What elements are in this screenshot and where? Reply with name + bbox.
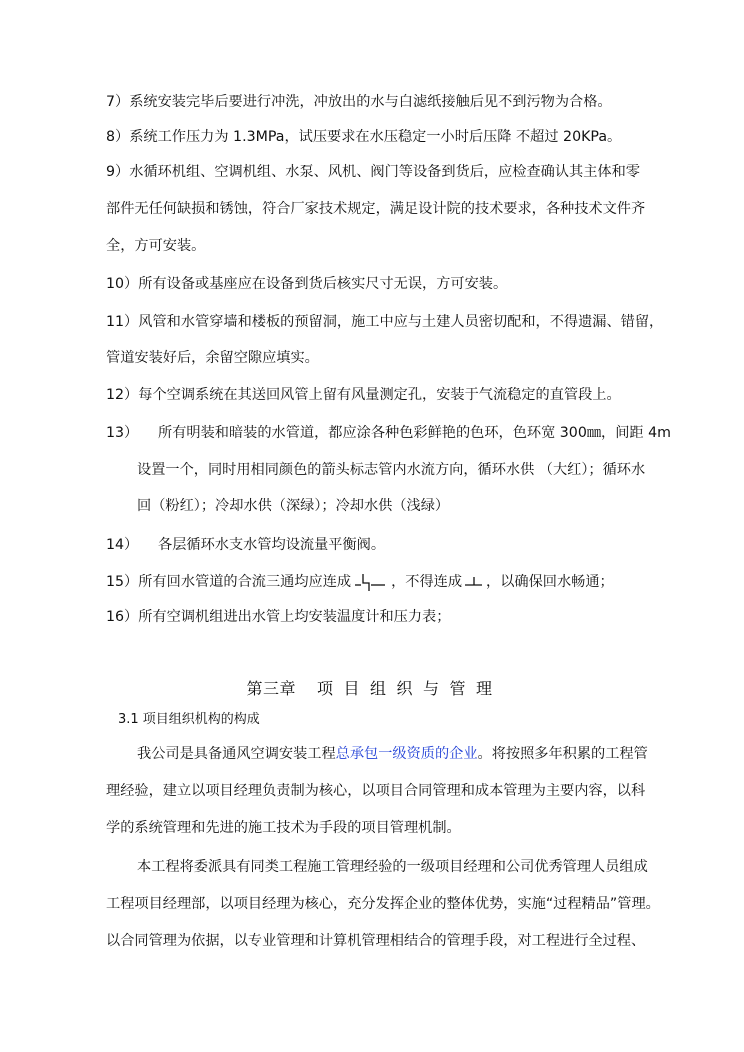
paragraph-2-line [137,857,648,877]
item-number: 10） [106,276,139,292]
chapter-title-char: 与 [423,679,440,698]
chapter-title-char: 目 [343,679,360,698]
chapter-heading [0,678,744,700]
item-text: 所有设备或基座应在设备到货后核实尺寸无误，方可安装。 [138,276,508,292]
list-item-13 [106,423,671,443]
list-item-14 [106,535,385,555]
paragraph-text: 。将按照多年积累的工程管 [477,746,648,762]
paragraph-text: 以合同管理为依据，以专业管理和计算机管理相结合的管理手段，对工程进行全过程、 [106,933,646,949]
item-number: 11） [106,314,139,330]
item-text: ，不得连成 [391,574,463,590]
list-item-9-cont [106,236,205,256]
item-number: 12） [106,387,139,403]
item-text: 各层循环水支水管均设流量平衡阀。 [158,537,386,553]
item-text: 系统安装完毕后要进行冲洗，冲放出的水与白滤纸接触后见不到污物为合格。 [129,94,612,110]
chapter-prefix: 第三章 [246,679,296,698]
paragraph-1-line [106,818,461,838]
list-item-11-cont [106,348,319,368]
paragraph-text: 理经验，建立以项目经理负责制为核心，以项目合同管理和成本管理为主要内容，以科 [106,783,646,799]
paragraph-1-line [137,744,648,764]
list-item-8 [106,127,621,147]
list-item-11 [106,312,663,332]
tee-joint-wrong-icon [464,571,484,593]
list-item-12 [106,385,621,405]
item-text: 设置一个，同时用相同颜色的箭头标志管内水流方向，循环水供 （大红）；循环水 [137,462,646,478]
paragraph-2-line [106,894,660,914]
item-text: 水循环机组、空调机组、水泵、风机、阀门等设备到货后，应检查确认其主体和零 [129,164,640,180]
item-text: 系统工作压力为 1.3MPa，试压要求在水压稳定一小时后压降 不超过 20KPa。 [129,129,622,145]
item-text: ，以确保回水畅通； [486,574,614,590]
list-item-15 [106,571,614,593]
item-text: 回（粉红）；冷却水供（深绿）；冷却水供（浅绿） [137,498,450,514]
item-text: 风管和水管穿墙和楼板的预留洞，施工中应与土建人员密切配和，不得遗漏、错留， [138,314,664,330]
chapter-title-char: 织 [396,679,414,698]
paragraph-text: 我公司是具备通风空调安装工程 [137,746,336,762]
paragraph-text: 学的系统管理和先进的施工技术为手段的项目管理机制。 [106,820,461,836]
list-item-10 [106,274,507,294]
item-number: 13） [106,425,139,441]
item-number: 9） [106,164,130,180]
paragraph-1-line [106,781,645,801]
item-text: 管道安装好后，余留空隙应填实。 [106,350,319,366]
paragraph-text: 本工程将委派具有同类工程施工管理经验的一级项目经理和公司优秀管理人员组成 [137,859,648,875]
item-text: 每个空调系统在其送回风管上留有风量测定孔，安装于气流稳定的直管段上。 [138,387,621,403]
list-item-16 [106,607,450,627]
item-text: 所有回水管道的合流三通均应连成 [138,574,352,590]
item-text: 部件无任何缺损和锈蚀，符合厂家技术规定，满足设计院的技术要求，各种技术文件齐 [106,201,646,217]
item-number: 8） [106,129,130,145]
chapter-title-char: 理 [476,679,493,698]
item-number: 16） [106,609,139,625]
tee-joint-correct-icon [353,571,389,593]
paragraph-2-line [106,931,645,951]
list-item-13-cont [137,496,449,516]
list-item-9 [106,162,640,182]
item-number: 7） [106,94,130,110]
list-item-13-cont [137,460,645,480]
chapter-title-char: 项 [316,679,334,698]
chapter-title-char: 组 [369,679,387,698]
item-number: 15） [106,574,139,590]
highlighted-text: 总承包一级资质的企业 [335,746,478,762]
list-item-9-cont [106,199,645,219]
list-item-7 [106,92,612,112]
item-text: 全，方可安装。 [106,238,206,254]
paragraph-text: 工程项目经理部，以项目经理为核心，充分发挥企业的整体优势，实施“过程精品”管理。 [106,896,660,912]
chapter-title-char: 管 [449,679,467,698]
item-text: 所有空调机组进出水管上均安装温度计和压力表； [138,609,451,625]
section-heading: 3.1 项目组织机构的构成 [118,712,260,727]
item-text: 所有明装和暗装的水管道，都应涂各种色彩鲜艳的色环，色环宽 300㎜，间距 4m [158,425,671,441]
item-number: 14） [106,537,139,553]
